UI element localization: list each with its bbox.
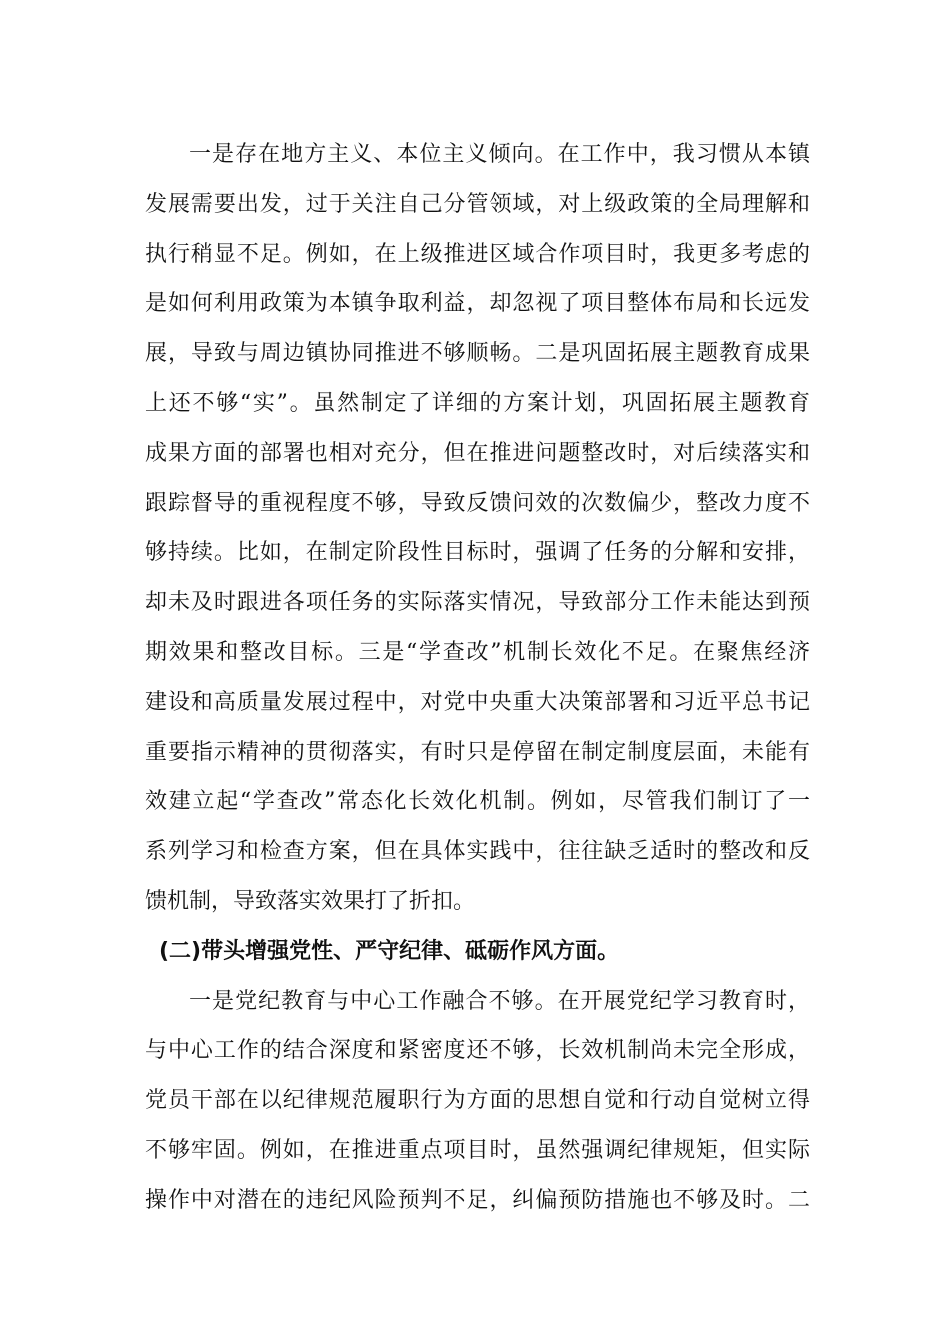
paragraph-line: 是如何利用政策为本镇争取利益，却忽视了项目整体布局和长远发 <box>145 291 810 317</box>
paragraph-line: 执行稍显不足。例如，在上级推进区域合作项目时，我更多考虑的 <box>145 241 810 267</box>
paragraph-line: 一是党纪教育与中心工作融合不够。在开展党纪学习教育时， <box>189 988 810 1014</box>
paragraph-line: 重要指示精神的贯彻落实，有时只是停留在制定制度层面，未能有 <box>145 739 810 765</box>
paragraph-line: 发展需要出发，过于关注自己分管领域，对上级政策的全局理解和 <box>145 191 810 217</box>
paragraph-line: 展，导致与周边镇协同推进不够顺畅。二是巩固拓展主题教育成果 <box>145 341 810 367</box>
paragraph-line: 期效果和整改目标。三是“学查改”机制长效化不足。在聚焦经济 <box>145 639 810 665</box>
paragraph-line: 效建立起“学查改”常态化长效化机制。例如，尽管我们制订了一 <box>145 789 810 815</box>
paragraph-line: 成果方面的部署也相对充分，但在推进问题整改时，对后续落实和 <box>145 440 810 466</box>
paragraph-line: 建设和高质量发展过程中，对党中央重大决策部署和习近平总书记 <box>145 689 810 715</box>
paragraph-line: 党员干部在以纪律规范履职行为方面的思想自觉和行动自觉树立得 <box>145 1088 810 1114</box>
paragraph-line: 上还不够“实”。虽然制定了详细的方案计划，巩固拓展主题教育 <box>145 390 810 416</box>
paragraph-line: 跟踪督导的重视程度不够，导致反馈问效的次数偏少，整改力度不 <box>145 490 810 516</box>
paragraph-line: 操作中对潜在的违纪风险预判不足，纠偏预防措施也不够及时。二 <box>145 1187 810 1213</box>
section-heading: (二)带头增强党性、严守纪律、砥砺作风方面。 <box>159 938 620 964</box>
paragraph-line: 馈机制，导致落实效果打了折扣。 <box>145 888 476 914</box>
paragraph-line: 一是存在地方主义、本位主义倾向。在工作中，我习惯从本镇 <box>189 142 810 167</box>
paragraph-line: 系列学习和检查方案，但在具体实践中，往往缺乏适时的整改和反 <box>145 839 810 865</box>
paragraph-line: 与中心工作的结合深度和紧密度还不够，长效机制尚未完全形成， <box>145 1038 810 1064</box>
paragraph-line: 却未及时跟进各项任务的实际落实情况，导致部分工作未能达到预 <box>145 590 810 616</box>
paragraph-line: 不够牢固。例如，在推进重点项目时，虽然强调纪律规矩，但实际 <box>145 1137 810 1163</box>
paragraph-line: 够持续。比如，在制定阶段性目标时，强调了任务的分解和安排， <box>145 540 810 566</box>
document-body <box>145 130 810 1226</box>
